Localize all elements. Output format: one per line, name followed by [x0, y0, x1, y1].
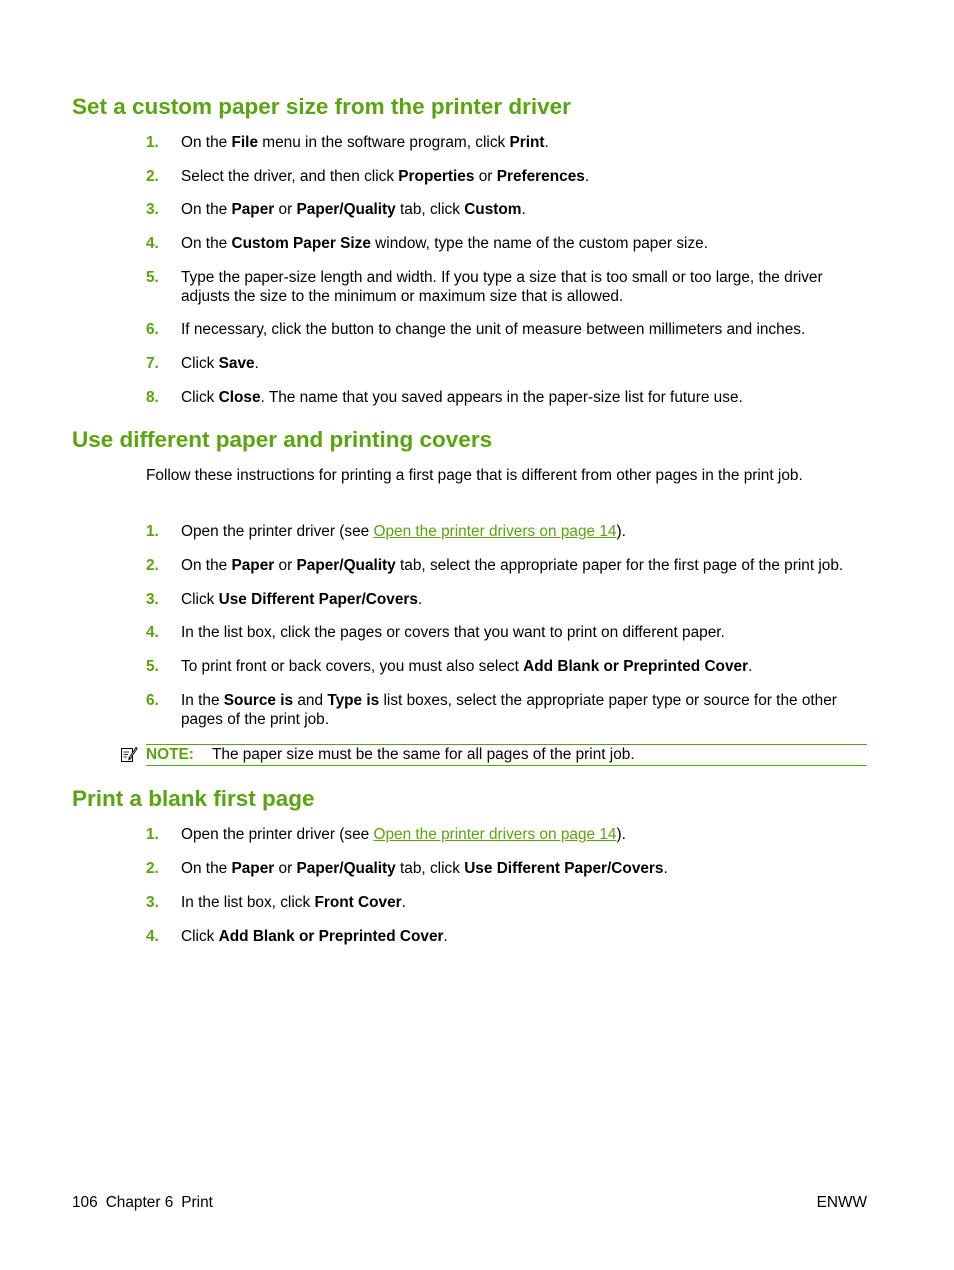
text-run: . — [544, 134, 549, 151]
text-run: Click — [181, 355, 219, 372]
step-number: 4. — [146, 624, 159, 641]
cross-reference-link[interactable]: Open the printer drivers on page 14 — [373, 523, 617, 540]
step-text — [181, 268, 870, 306]
step-text — [181, 927, 870, 946]
bold-term: Paper/Quality — [296, 201, 396, 218]
step-text — [181, 167, 870, 186]
list-item — [146, 268, 870, 306]
text-run: . — [443, 928, 448, 945]
step-text — [181, 320, 870, 339]
list-item — [146, 691, 870, 729]
text-run: . The name that you saved appears in the paper-size list for future use. — [260, 389, 743, 406]
list-item — [146, 133, 870, 152]
heading-blank-first-page: Print a blank first page — [72, 786, 315, 811]
bold-term: Preferences — [496, 168, 585, 185]
text-run: ). — [616, 826, 626, 843]
step-text — [181, 590, 870, 609]
text-run: . — [401, 894, 406, 911]
text-run: menu in the software program, click — [258, 134, 510, 151]
text-run: On the — [181, 134, 232, 151]
list-item — [146, 859, 870, 878]
list-item — [146, 234, 870, 253]
step-text — [181, 657, 870, 676]
list-item — [146, 167, 870, 186]
step-number: 3. — [146, 894, 159, 911]
text-run: On the — [181, 860, 232, 877]
text-run: Open the printer driver (see — [181, 826, 374, 843]
text-run: To print front or back covers, you must also select — [181, 658, 524, 675]
bold-term: Paper/Quality — [296, 557, 396, 574]
step-number: 1. — [146, 826, 159, 843]
bold-term: Print — [509, 134, 545, 151]
bold-term: Type is — [327, 692, 380, 709]
cross-reference-link[interactable]: Open the printer drivers on page 14 — [373, 826, 617, 843]
text-run: tab, click — [395, 860, 465, 877]
bold-term: Paper — [231, 201, 275, 218]
bold-term: Paper/Quality — [296, 860, 396, 877]
step-number: 5. — [146, 269, 159, 286]
text-run: Click — [181, 389, 219, 406]
list-item — [146, 388, 870, 407]
text-run: . — [748, 658, 753, 675]
note-pencil-icon — [120, 745, 138, 763]
page-number: 106 — [72, 1194, 98, 1211]
bold-term: Custom Paper Size — [231, 235, 371, 252]
text-run: list boxes, select the appropriate paper type or source for the other pages of the print job. — [181, 692, 837, 728]
note-label: NOTE: — [146, 746, 194, 763]
chapter-label: Chapter 6 — [105, 1194, 174, 1211]
text-run: On the — [181, 235, 232, 252]
step-text — [181, 234, 870, 253]
list-item — [146, 556, 870, 575]
list-item — [146, 825, 870, 844]
text-run: . — [521, 201, 526, 218]
heading-different-paper-covers: Use different paper and printing covers — [72, 427, 493, 452]
chapter-title: Print — [181, 1194, 213, 1211]
bold-term: Close — [218, 389, 261, 406]
bold-term: Use Different Paper/Covers — [464, 860, 664, 877]
step-number: 8. — [146, 389, 159, 406]
step-text — [181, 388, 870, 407]
text-run: In the — [181, 692, 224, 709]
step-text — [181, 893, 870, 912]
heading-custom-paper-size: Set a custom paper size from the printer driver — [72, 94, 571, 119]
list-item — [146, 320, 870, 339]
text-run: . — [663, 860, 668, 877]
step-number: 6. — [146, 321, 159, 338]
bold-term: Add Blank or Preprinted Cover — [218, 928, 444, 945]
text-run: . — [417, 591, 423, 608]
text-run: ). — [616, 523, 626, 540]
step-number: 7. — [146, 355, 159, 372]
step-text — [181, 859, 870, 878]
bold-term: Save — [218, 355, 255, 372]
text-run: Click — [181, 591, 219, 608]
bold-term: Use Different Paper/Covers — [218, 591, 418, 608]
step-text — [181, 691, 870, 729]
step-number: 1. — [146, 523, 159, 540]
bold-term: File — [231, 134, 258, 151]
text-run: . — [254, 355, 259, 372]
text-run: or — [274, 557, 297, 574]
footer-right: ENWW — [816, 1194, 867, 1211]
footer-left — [72, 1193, 221, 1212]
text-run: . — [584, 168, 590, 185]
step-number: 5. — [146, 658, 159, 675]
list-item — [146, 623, 870, 642]
step-text — [181, 556, 870, 575]
text-run: window, type the name of the custom paper size. — [370, 235, 708, 252]
text-run: tab, select the appropriate paper for the first page of the print job. — [395, 557, 844, 574]
step-text — [181, 200, 870, 219]
step-text — [181, 623, 870, 642]
step-number: 6. — [146, 692, 159, 709]
step-number: 4. — [146, 235, 159, 252]
list-item — [146, 927, 870, 946]
bold-term: Properties — [398, 168, 475, 185]
text-run: tab, click — [395, 201, 465, 218]
text-run: and — [293, 692, 328, 709]
step-text — [181, 133, 870, 152]
step-number: 2. — [146, 557, 159, 574]
bold-term: Custom — [464, 201, 522, 218]
bold-term: Paper — [231, 557, 275, 574]
step-text — [181, 522, 870, 541]
step-number: 4. — [146, 928, 159, 945]
list-item — [146, 657, 870, 676]
step-number: 1. — [146, 134, 159, 151]
note-box — [146, 744, 867, 766]
text-run: or — [274, 860, 297, 877]
note-text: The paper size must be the same for all pages of the print job. — [212, 746, 635, 763]
text-run: On the — [181, 557, 232, 574]
text-run: Select the driver, and then click — [181, 168, 399, 185]
intro-paragraph: Follow these instructions for printing a first page that is different from other pages in the print job. — [146, 467, 803, 484]
bold-term: Front Cover — [314, 894, 402, 911]
list-item — [146, 354, 870, 373]
list-item — [146, 200, 870, 219]
step-text — [181, 354, 870, 373]
text-run: If necessary, click the button to change the unit of measure between millimeters and inches. — [181, 321, 806, 338]
text-run: Type the paper-size length and width. If you type a size that is too small or too large, the driver adjusts the size to the minimum or maximum size that is allowed. — [181, 269, 823, 305]
text-run: or — [474, 168, 497, 185]
text-run: In the list box, click — [181, 894, 315, 911]
step-number: 2. — [146, 860, 159, 877]
list-item — [146, 893, 870, 912]
bold-term: Add Blank or Preprinted Cover — [523, 658, 749, 675]
step-text — [181, 825, 870, 844]
text-run: Click — [181, 928, 219, 945]
list-item — [146, 590, 870, 609]
bold-term: Paper — [231, 860, 275, 877]
step-number: 3. — [146, 201, 159, 218]
text-run: or — [274, 201, 297, 218]
list-item — [146, 522, 870, 541]
text-run: In the list box, click the pages or covers that you want to print on different paper. — [181, 624, 725, 641]
text-run: On the — [181, 201, 232, 218]
step-number: 2. — [146, 168, 159, 185]
text-run: Open the printer driver (see — [181, 523, 374, 540]
bold-term: Source is — [223, 692, 294, 709]
step-number: 3. — [146, 591, 159, 608]
